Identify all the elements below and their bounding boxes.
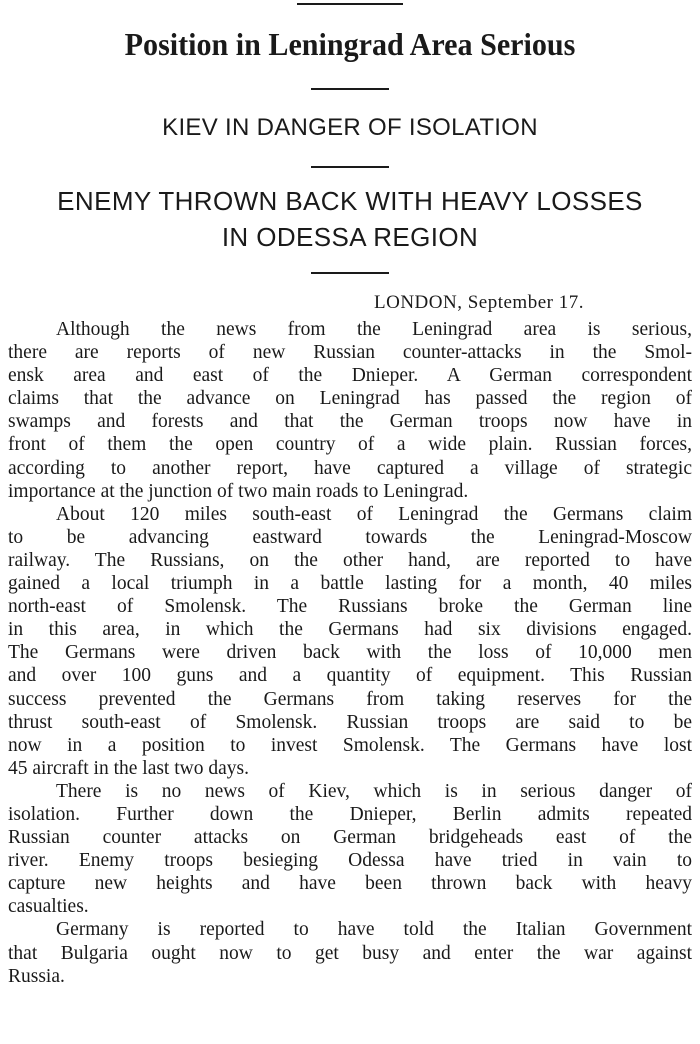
paragraph-1-line-1: Although the news from the Leningrad area is serious, [56,319,692,340]
paragraph-3-line-5: capture new heights and have been thrown back with heavy [8,873,692,895]
paragraph-2-line-12: 45 aircraft in the last two days. [8,757,249,779]
subhead-enemy-line-1: ENEMY THROWN BACK WITH HEAVY LOSSES [57,186,643,216]
paragraph-3-line-3: Russian counter attacks on German bridgeheads east of the [8,827,692,849]
paragraph-1-line-8: importance at the junction of two main roads to Leningrad. [8,480,469,502]
paragraph-2-line-8: and over 100 guns and a quantity of equipment. This Russian [8,665,692,687]
paragraph-3-line-6: casualties. [8,896,89,918]
subhead-enemy-line-2: IN ODESSA REGION [221,222,479,252]
paragraph-1-line-5: swamps and forests and that the German troops now have in [8,411,692,433]
paragraph-2-line-7: The Germans were driven back with the loss of 10,000 men [8,642,692,664]
paragraph-3-line-4: river. Enemy troops besieging Odessa have tried in vain to [8,850,692,872]
paragraph-1-line-4: claims that the advance on Leningrad has passed the region of [8,388,692,410]
paragraph-2-line-1: About 120 miles south-east of Leningrad the Germans claim [56,503,692,525]
top-rule [297,3,403,5]
paragraph-2-line-10: thrust south-east of Smolensk. Russian troops are said to be [8,711,692,733]
paragraph-2-line-9: success prevented the Germans from taking reserves for the [8,688,692,710]
paragraph-1-line-6: front of them the open country of a wide plain. Russian forces, [8,434,692,456]
paragraph-2-line-3: railway. The Russians, on the other hand, are reported to have [8,549,692,571]
paragraph-2-line-2: to be advancing eastward towards the Leningrad-Moscow [8,526,692,548]
paragraph-3-line-2: isolation. Further down the Dnieper, Berlin admits repeated [8,803,692,825]
paragraph-4-line-3: Russia. [8,965,65,987]
paragraph-2-line-5: north-east of Smolensk. The Russians broke the German line [8,596,692,618]
paragraph-2-line-6: in this area, in which the Germans had six divisions engaged. [8,619,692,641]
paragraph-4-line-1: Germany is reported to have told the Italian Government [56,919,692,941]
headline: Position in Leningrad Area Serious [124,26,576,62]
headline-rule [311,88,389,90]
article-rule [311,272,389,274]
paragraph-2-line-11: now in a position to invest Smolensk. The Germans have lost [8,734,692,756]
paragraph-1-line-3: ensk area and east of the Dnieper. A German correspondent [8,365,692,387]
paragraph-1-line-7: according to another report, have captured a village of strategic [8,457,692,479]
subhead-rule [311,166,389,168]
subhead-kiev: KIEV IN DANGER OF ISOLATION [162,114,538,141]
dateline: LONDON, September 17. [374,292,584,313]
paragraph-4-line-2: that Bulgaria ought now to get busy and enter the war against [8,942,692,964]
article-body [8,318,692,988]
paragraph-1-line-2: there are reports of new Russian counter-attacks in the Smol- [8,342,692,364]
paragraph-3-line-1: There is no news of Kiev, which is in serious danger of [56,780,692,802]
paragraph-2-line-4: gained a local triumph in a battle lasting for a month, 40 miles [8,573,692,595]
